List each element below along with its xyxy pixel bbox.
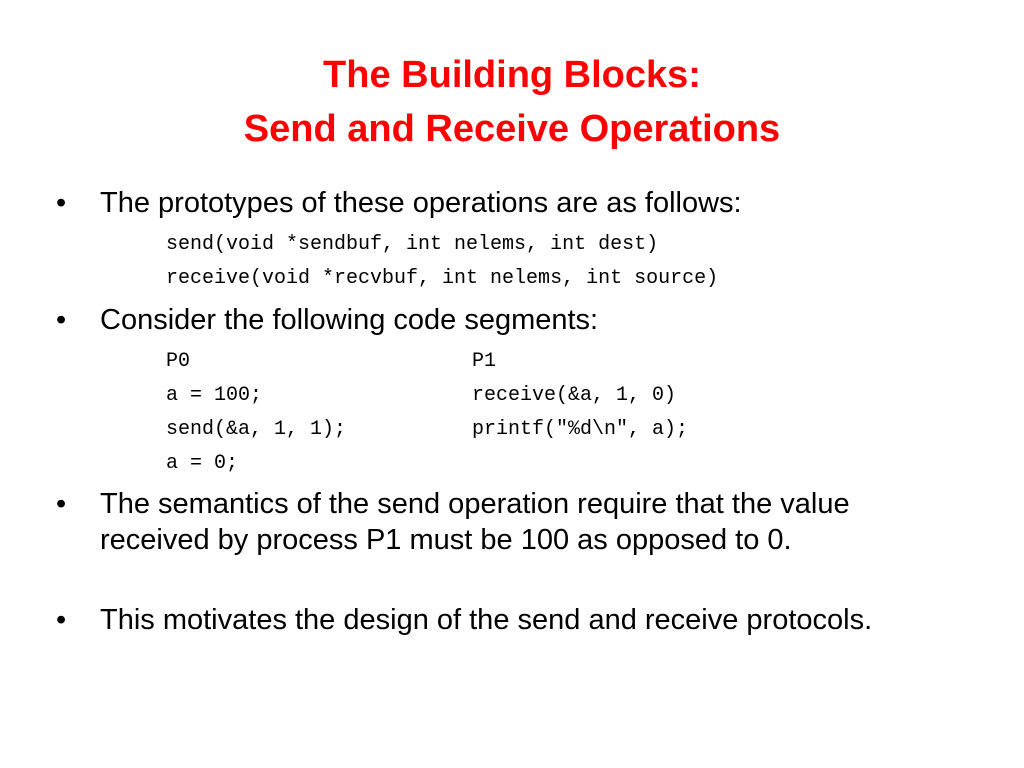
bullet-text: The semantics of the send operation require that the value received by process P1 must be 100 as opposed to 0.: [100, 488, 850, 556]
code-p0-header: P0: [166, 350, 191, 373]
code-p1-header: P1: [472, 350, 497, 373]
code-p1-line: receive(&a, 1, 0): [472, 384, 677, 407]
code-p1-line: printf("%d\n", a);: [472, 418, 689, 441]
code-p0-line: a = 100;: [166, 384, 263, 407]
bullet-text: Consider the following code segments:: [100, 304, 599, 336]
bullet-text: This motivates the design of the send and receive protocols.: [100, 604, 873, 636]
title-line-1: The Building Blocks:: [323, 54, 701, 96]
prototype-receive: receive(void *recvbuf, int nelems, int source): [166, 267, 719, 290]
slide-title: [0, 48, 1024, 156]
bullet-marker: •: [56, 604, 67, 636]
title-line-2: Send and Receive Operations: [243, 108, 781, 150]
bullet-marker: •: [56, 187, 67, 219]
prototype-send: send(void *sendbuf, int nelems, int dest): [166, 233, 659, 256]
code-p0-line: send(&a, 1, 1);: [166, 418, 347, 441]
code-p0-line: a = 0;: [166, 452, 239, 475]
bullet-marker: •: [56, 488, 67, 520]
bullet-marker: •: [56, 304, 67, 336]
bullet-text: The prototypes of these operations are as follows:: [100, 187, 742, 219]
